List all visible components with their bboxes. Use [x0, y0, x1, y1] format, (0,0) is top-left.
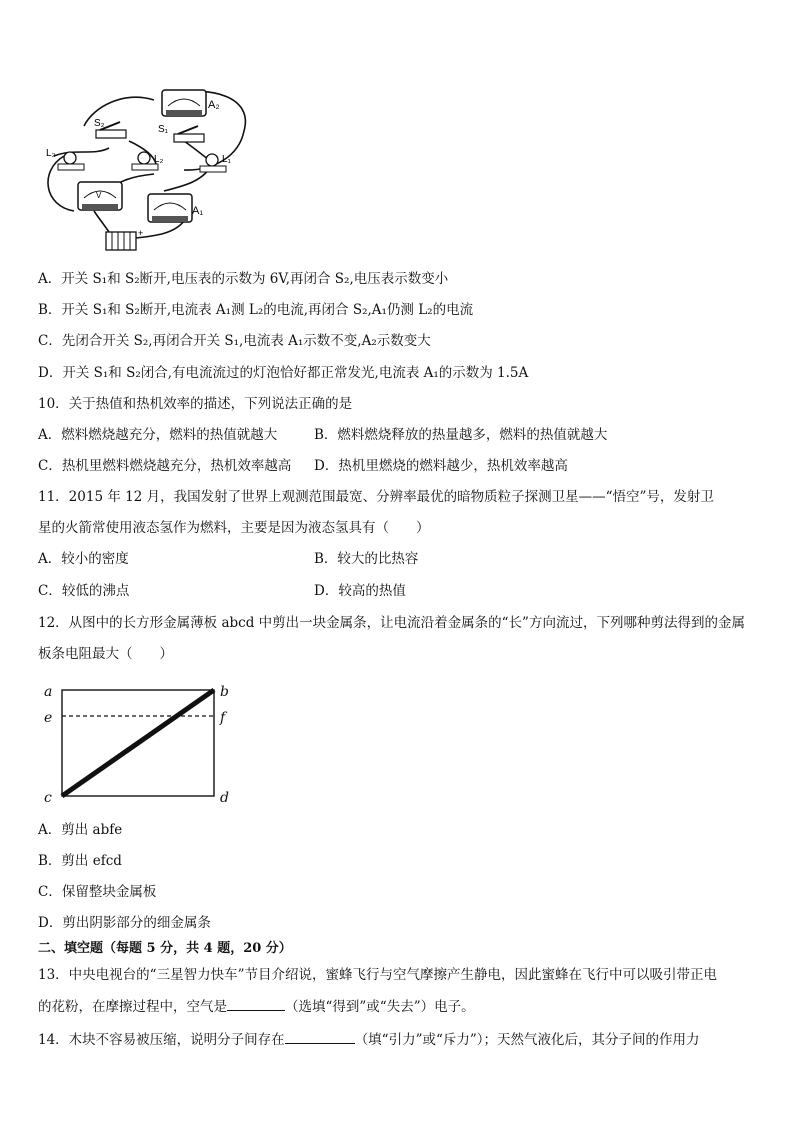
option-label: A．	[38, 271, 62, 287]
option-label: A．	[38, 551, 62, 567]
q12-stem-line2: 板条电阻最大（ ）	[38, 646, 173, 662]
q10-option-b	[314, 426, 607, 444]
option-text: 较大的比热容	[337, 551, 419, 567]
option-label: B．	[314, 427, 338, 443]
label-l3: L₃	[46, 148, 56, 159]
svg-text:+: +	[138, 228, 144, 238]
option-text: 剪出阴影部分的细金属条	[62, 915, 211, 931]
q12-option-a	[38, 821, 122, 839]
option-label: B．	[38, 302, 62, 318]
diagonal-strip	[62, 690, 214, 796]
label-a1: A₁	[192, 205, 204, 217]
q12-stem-line1: 12．从图中的长方形金属薄板 abcd 中剪出一块金属条，让电流沿着金属条的“长”方向流过，下列哪种剪法得到的金属	[38, 615, 745, 631]
bulb-l3	[58, 152, 84, 170]
q9-option-b	[38, 301, 473, 319]
option-label: A．	[38, 822, 62, 838]
option-text: 开关 S₁和 S₂断开,电流表 A₁测 L₂的电流,再闭合 S₂,A₁仍测 L₂的电流	[61, 302, 474, 318]
q12-option-b	[38, 852, 122, 870]
q9-option-c	[38, 332, 431, 350]
q14-answer-blank[interactable]	[285, 1030, 355, 1044]
ammeter-a2	[162, 90, 206, 116]
option-text: 燃料燃烧释放的热量越多，燃料的热值就越大	[337, 427, 608, 443]
q14-line1	[38, 1030, 700, 1049]
q9-option-d	[38, 364, 528, 382]
option-label: C．	[38, 333, 62, 349]
option-label: B．	[38, 853, 62, 869]
label-a2: A₂	[208, 99, 220, 111]
option-text: 剪出 abfe	[61, 822, 123, 838]
option-text: 热机里燃料燃烧越充分，热机效率越高	[61, 458, 292, 474]
option-text: 较小的密度	[61, 551, 129, 567]
option-label: D．	[314, 458, 339, 474]
circuit-diagram	[34, 86, 264, 256]
q13-line2	[38, 997, 475, 1016]
option-label: C．	[38, 884, 62, 900]
q9-option-a	[38, 270, 448, 288]
label-c: c	[44, 790, 52, 806]
q10-option-d	[314, 457, 568, 475]
metal-plate-diagram	[38, 678, 238, 808]
option-label: C．	[38, 458, 62, 474]
q13-line1: 13．中央电视台的“三星智力快车”节目介绍说，蜜蜂飞行与空气摩擦产生静电，因此蜜蜂在飞行中可以吸引带正电	[38, 967, 717, 983]
option-text: 开关 S₁和 S₂断开,电压表的示数为 6V,再闭合 S₂,电压表示数变小	[61, 271, 449, 287]
q11-option-a	[38, 550, 129, 568]
option-text: 较低的沸点	[61, 583, 130, 599]
q10-option-c	[38, 457, 291, 475]
option-text: 热机里燃烧的燃料越少，热机效率越高	[338, 458, 568, 474]
label-l2: L₂	[154, 154, 164, 165]
q14-text-after: （填“引力”或“斥力”）；天然气液化后，其分子间的作用力	[354, 1032, 700, 1048]
option-label: B．	[314, 551, 338, 567]
q13-text-after: （选填“得到”或“失去”）电子。	[285, 999, 475, 1015]
label-e: e	[44, 710, 53, 726]
battery	[106, 228, 143, 250]
label-v: V	[96, 191, 102, 200]
q10-stem: 10．关于热值和热机效率的描述，下列说法正确的是	[38, 396, 353, 412]
q12-option-d	[38, 914, 211, 932]
q11-option-b	[314, 550, 418, 568]
section-title: 二、填空题（每题 5 分，共 4 题，20 分）	[38, 941, 292, 956]
option-text: 先闭合开关 S₂,再闭合开关 S₁,电流表 A₁示数不变,A₂示数变大	[61, 333, 431, 349]
label-f: f	[220, 710, 226, 726]
label-d: d	[220, 790, 229, 806]
label-b: b	[220, 684, 229, 700]
option-text: 保留整块金属板	[61, 884, 157, 900]
option-text: 剪出 efcd	[61, 853, 122, 869]
option-label: C．	[38, 583, 62, 599]
q13-answer-blank[interactable]	[227, 997, 285, 1011]
ammeter-a1	[148, 194, 192, 222]
option-label: A．	[38, 427, 62, 443]
label-s1: S₁	[158, 124, 169, 135]
q11-stem-line2: 星的火箭常使用液态氢作为燃料，主要是因为液态氢具有（ ）	[38, 520, 430, 536]
option-text: 较高的热值	[338, 583, 406, 599]
q10-option-a	[38, 426, 277, 444]
label-a: a	[44, 684, 53, 700]
q14-text-before: 14．木块不容易被压缩，说明分子间存在	[38, 1032, 285, 1048]
label-l1: L₁	[222, 154, 231, 165]
option-text: 开关 S₁和 S₂闭合,有电流流过的灯泡恰好都正常发光,电流表 A₁的示数为 1.5A	[62, 365, 529, 381]
label-s2: S₂	[94, 118, 105, 129]
switch-s1	[174, 126, 204, 142]
option-label: D．	[38, 915, 63, 931]
option-label: D．	[38, 365, 63, 381]
q13-text-before: 的花粉，在摩擦过程中，空气是	[38, 999, 227, 1015]
q11-option-c	[38, 582, 129, 600]
q11-stem-line1: 11．2015 年 12 月，我国发射了世界上观测范围最宽、分辨率最优的暗物质粒子探测卫星——“悟空”号，发射卫	[38, 489, 714, 505]
option-text: 燃料燃烧越充分，燃料的热值就越大	[61, 427, 278, 443]
q11-option-d	[314, 582, 406, 600]
voltmeter	[78, 182, 122, 210]
q12-option-c	[38, 883, 156, 901]
option-label: D．	[314, 583, 339, 599]
